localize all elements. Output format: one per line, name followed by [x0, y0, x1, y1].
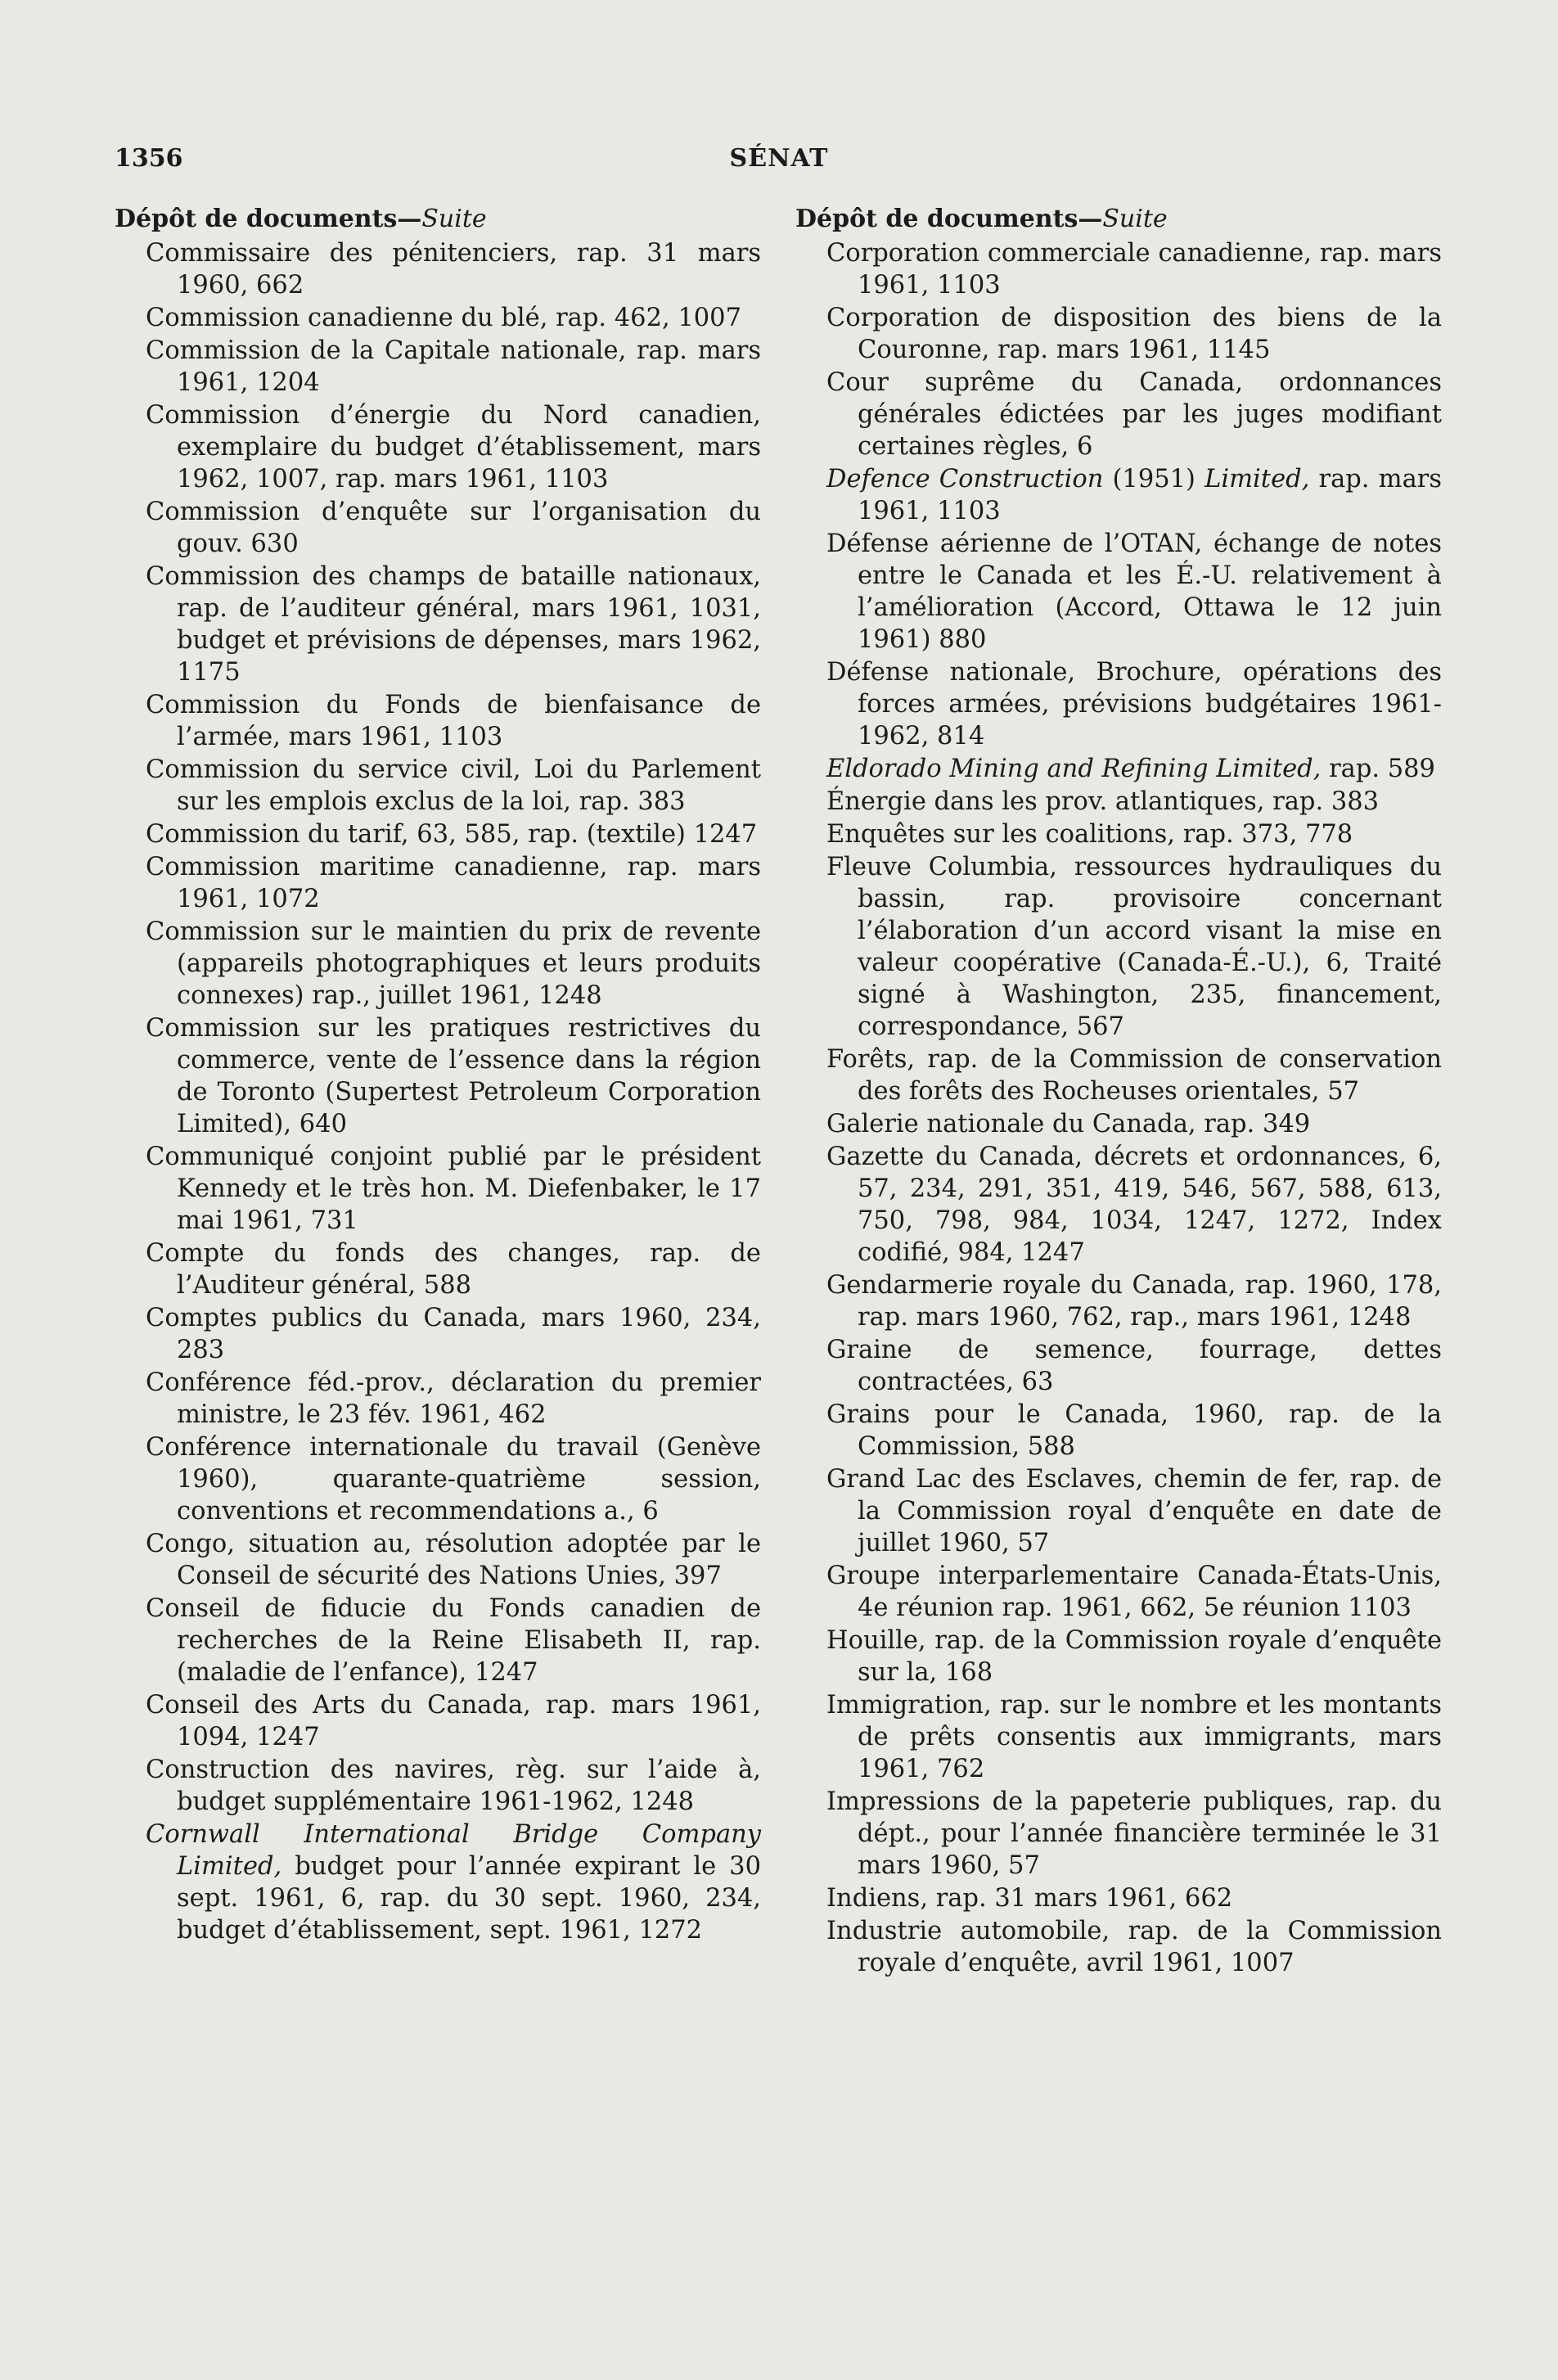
index-entry: Grains pour le Canada, 1960, rap. de la Commission, 588 [826, 1400, 1442, 1461]
right-column-heading [795, 203, 1442, 236]
entry-text: budget pour l’année expirant le 30 sept. 1961, 6, rap. du 30 sept. 1960, 234, budget d’établissement, sept. 1961, 1272 [177, 1852, 761, 1945]
index-entry: Corporation commerciale canadienne, rap. mars 1961, 1103 [826, 239, 1442, 300]
index-entry: Houille, rap. de la Commission royale d’enquête sur la, 168 [826, 1626, 1442, 1687]
page-number: 1356 [115, 144, 183, 173]
index-entry [795, 463, 1442, 527]
index-entry: Défense nationale, Brochure, opérations des forces armées, prévisions budgétaires 1961-1962, 814 [826, 658, 1442, 751]
index-entry: Conseil de fiducie du Fonds canadien de recherches de la Reine Elisabeth II, rap. (maladie de l’enfance), 1247 [146, 1594, 761, 1687]
index-entry: Commission du tarif, 63, 585, rap. (textile) 1247 [146, 820, 758, 849]
index-entry: Commission du service civil, Loi du Parlement sur les emplois exclus de la loi, rap. 383 [146, 755, 761, 816]
heading-suite: Suite [1102, 205, 1168, 233]
heading-suite: Suite [421, 205, 487, 233]
index-entry: Commission canadienne du blé, rap. 462, 1007 [146, 304, 741, 332]
entry-text: rap. mars 1961, 1103 [858, 465, 1442, 525]
index-entry: Commission des champs de bataille nationaux, rap. de l’auditeur général, mars 1961, 1031, budget et prévisions de dépenses, mars 1962, 1175 [146, 562, 761, 687]
left-column [115, 203, 761, 1947]
index-entry: Défense aérienne de l’OTAN, échange de notes entre le Canada et les É.-U. relativement à l’amélioration (Accord, Ottawa le 12 juin 1961) 880 [826, 530, 1442, 654]
index-entry: Construction des navires, règ. sur l’aide à, budget supplémentaire 1961-1962, 1248 [146, 1756, 761, 1816]
index-entry [795, 753, 1442, 785]
index-entry: Commission de la Capitale nationale, rap. mars 1961, 1204 [146, 336, 761, 397]
index-entry: Gazette du Canada, décrets et ordonnances, 6, 57, 234, 291, 351, 419, 546, 567, 588, 613, 750, 798, 984, 1034, 1247, 1272, Index codifié, 984, 1247 [826, 1143, 1442, 1267]
index-entry: Commission du Fonds de bienfaisance de l’armée, mars 1961, 1103 [146, 691, 761, 751]
index-entry: Gendarmerie royale du Canada, rap. 1960, 178, rap. mars 1960, 762, rap., mars 1961, 1248 [826, 1271, 1442, 1332]
right-column [795, 203, 1442, 1980]
index-entry: Fleuve Columbia, ressources hydrauliques du bassin, rap. provisoire concernant l’élaboration d’un accord visant la mise en valeur coopérative (Canada-É.-U.), 6, Traité signé à Washington, 235, financement, correspondance, 567 [826, 853, 1442, 1041]
index-entry: Conférence féd.-prov., déclaration du premier ministre, le 23 fév. 1961, 462 [146, 1368, 761, 1429]
index-entry: Commissaire des pénitenciers, rap. 31 mars 1960, 662 [146, 239, 761, 300]
index-entry: Commission sur le maintien du prix de revente (appareils photographiques et leurs produits connexes) rap., juillet 1961, 1248 [146, 917, 761, 1010]
index-entry: Conférence internationale du travail (Genève 1960), quarante-quatrième session, conventions et recommendations a., 6 [146, 1433, 761, 1526]
index-entry: Conseil des Arts du Canada, rap. mars 1961, 1094, 1247 [146, 1691, 761, 1751]
index-entry: Comptes publics du Canada, mars 1960, 234, 283 [146, 1304, 761, 1364]
index-entry: Commission d’enquête sur l’organisation du gouv. 630 [146, 498, 761, 558]
entry-italic-name: Eldorado Mining and Refining Limited, [826, 755, 1322, 783]
index-entry: Grand Lac des Esclaves, chemin de fer, rap. de la Commission royal d’enquête en date de juillet 1960, 57 [826, 1465, 1442, 1557]
entry-italic-name: Cornwall International Bridge Company Limited, [146, 1820, 761, 1881]
index-entry: Galerie nationale du Canada, rap. 349 [826, 1110, 1311, 1138]
index-entry: Indiens, rap. 31 mars 1961, 662 [826, 1884, 1233, 1913]
left-column-heading [115, 203, 761, 236]
index-entry [115, 1819, 761, 1946]
index-entry: Enquêtes sur les coalitions, rap. 373, 778 [826, 820, 1353, 849]
index-entry: Forêts, rap. de la Commission de conservation des forêts des Rocheuses orientales, 57 [826, 1045, 1442, 1106]
index-entry: Impressions de la papeterie publiques, rap. du dépt., pour l’année financière terminée le 31 mars 1960, 57 [826, 1787, 1442, 1880]
running-head: SÉNAT [729, 144, 829, 173]
index-entry: Commission maritime canadienne, rap. mars 1961, 1072 [146, 853, 761, 913]
entry-text: rap. 589 [1321, 755, 1435, 783]
index-entry: Compte du fonds des changes, rap. de l’Auditeur général, 588 [146, 1239, 761, 1300]
index-entry: Congo, situation au, résolution adoptée par le Conseil de sécurité des Nations Unies, 397 [146, 1530, 761, 1590]
entry-italic-name: Defence Construction [826, 465, 1104, 494]
index-entry: Cour suprême du Canada, ordonnances générales édictées par les juges modifiant certaines règles, 6 [826, 368, 1442, 461]
entry-text: (1951) [1103, 465, 1205, 494]
index-entry: Commission d’énergie du Nord canadien, exemplaire du budget d’établissement, mars 1962, 1007, rap. mars 1961, 1103 [146, 401, 761, 494]
index-entry: Groupe interparlementaire Canada-États-Unis, 4e réunion rap. 1961, 662, 5e réunion 1103 [826, 1562, 1442, 1622]
index-entry: Corporation de disposition des biens de la Couronne, rap. mars 1961, 1145 [826, 304, 1442, 364]
index-entry: Énergie dans les prov. atlantiques, rap. 383 [826, 787, 1380, 816]
index-entry: Industrie automobile, rap. de la Commission royale d’enquête, avril 1961, 1007 [826, 1917, 1442, 1977]
heading-text: Dépôt de documents— [795, 205, 1103, 233]
entry-italic-name: Limited, [1205, 465, 1310, 494]
index-entry: Communiqué conjoint publié par le président Kennedy et le très hon. M. Diefenbaker, le 17 mai 1961, 731 [146, 1143, 761, 1235]
index-entry: Commission sur les pratiques restrictives du commerce, vente de l’essence dans la région de Toronto (Supertest Petroleum Corporation Limited), 640 [146, 1014, 761, 1138]
heading-text: Dépôt de documents— [115, 205, 422, 233]
index-entry: Immigration, rap. sur le nombre et les montants de prêts consentis aux immigrants, mars 1961, 762 [826, 1691, 1442, 1783]
index-entry: Graine de semence, fourrage, dettes contractées, 63 [826, 1336, 1442, 1396]
